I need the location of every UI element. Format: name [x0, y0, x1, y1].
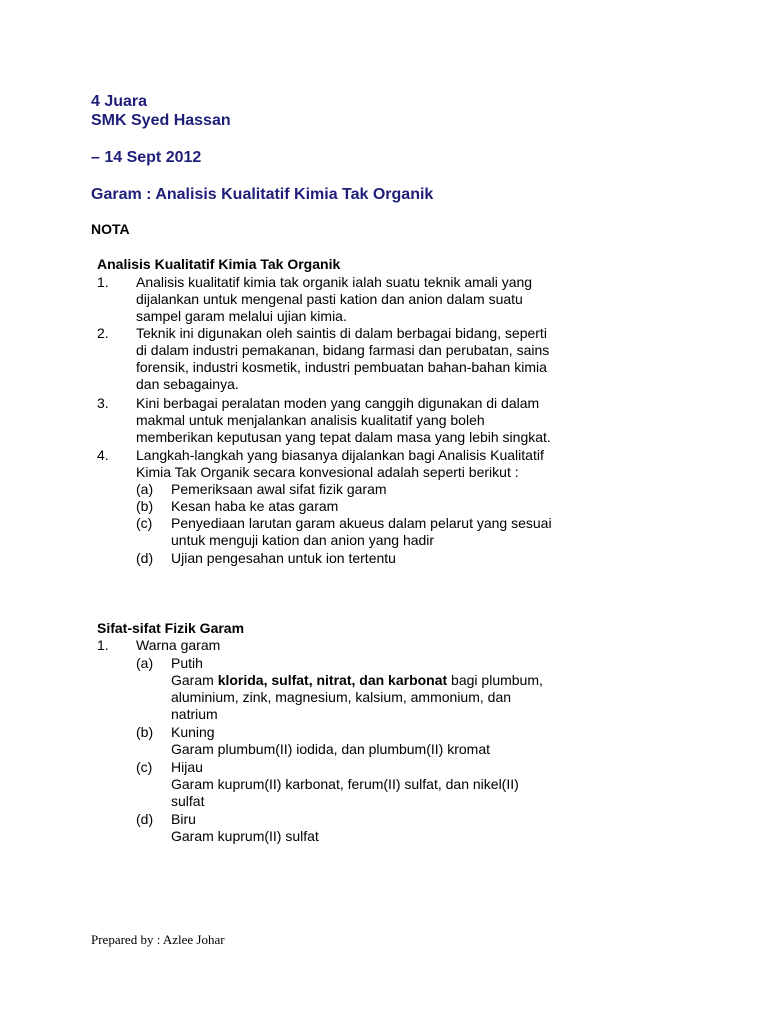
section1-title: Analisis Kualitatif Kimia Tak Organik: [97, 256, 341, 272]
header-title: Garam : Analisis Kualitatif Kimia Tak Organik: [91, 186, 434, 203]
color-block-kuning: Kuning Garam plumbum(II) iodida, dan plumbum(II) kromat: [171, 724, 490, 757]
header-date: – 14 Sept 2012: [91, 149, 202, 166]
subitem-text: Kesan haba ke atas garam: [171, 498, 339, 514]
item-number: 4.: [97, 447, 109, 463]
item-number: 1.: [97, 637, 109, 653]
warna-garam-label: Warna garam: [136, 637, 221, 653]
subitem-text: Penyediaan larutan garam akueus dalam pelarut yang sesuai untuk menguji kation dan anion yang hadir: [171, 515, 552, 548]
item-4-text: Langkah-langkah yang biasanya dijalankan bagi Analisis Kualitatif Kimia Tak Organik secara konvesional adalah seperti berikut :: [136, 447, 544, 480]
subitem-letter: (c): [136, 515, 153, 531]
item-2-text: Teknik ini digunakan oleh saintis di dalam berbagai bidang, seperti di dalam industri pemakanan, bidang farmasi dan perubatan, sains forensik, industri kosmetik, industri pembuatan bahan-bahan kimia dan sebagainya.: [136, 325, 550, 392]
color-block-putih: Putih Garam klorida, sulfat, nitrat, dan karbonat bagi plumbum, aluminium, zink, magnesium, kalsium, ammonium, dan natrium: [171, 655, 543, 722]
item-number: 1.: [97, 274, 109, 290]
subitem-letter: (d): [136, 550, 154, 566]
subitem-text: Ujian pengesahan untuk ion tertentu: [171, 550, 396, 566]
item-number: 3.: [97, 395, 109, 411]
item-number: 2.: [97, 325, 109, 341]
color-letter: (d): [136, 811, 154, 827]
color-letter: (c): [136, 759, 153, 775]
subitem-letter: (b): [136, 498, 154, 514]
section2-title: Sifat-sifat Fizik Garam: [97, 620, 245, 636]
header-school: SMK Syed Hassan: [91, 112, 231, 129]
subitem-text: Pemeriksaan awal sifat fizik garam: [171, 481, 387, 497]
color-block-biru: Biru Garam kuprum(II) sulfat: [171, 811, 319, 844]
color-letter: (b): [136, 724, 154, 740]
header-line-1: 4 Juara: [91, 93, 148, 110]
color-block-hijau: Hijau Garam kuprum(II) karbonat, ferum(II) sulfat, dan nikel(II) sulfat: [171, 759, 519, 809]
item-1-text: Analisis kualitatif kimia tak organik ialah suatu teknik amali yang dijalankan untuk mengenal pasti kation dan anion dalam suatu sampel garam melalui ujian kimia.: [136, 274, 533, 324]
item-3-text: Kini berbagai peralatan moden yang canggih digunakan di dalam makmal untuk menjalankan analisis kualitatif yang boleh memberikan keputusan yang tepat dalam masa yang lebih singkat.: [136, 395, 551, 445]
nota-label: NOTA: [91, 221, 130, 237]
subitem-letter: (a): [136, 481, 154, 497]
footer-prepared-by: Prepared by : Azlee Johar: [91, 932, 225, 947]
color-letter: (a): [136, 655, 154, 671]
